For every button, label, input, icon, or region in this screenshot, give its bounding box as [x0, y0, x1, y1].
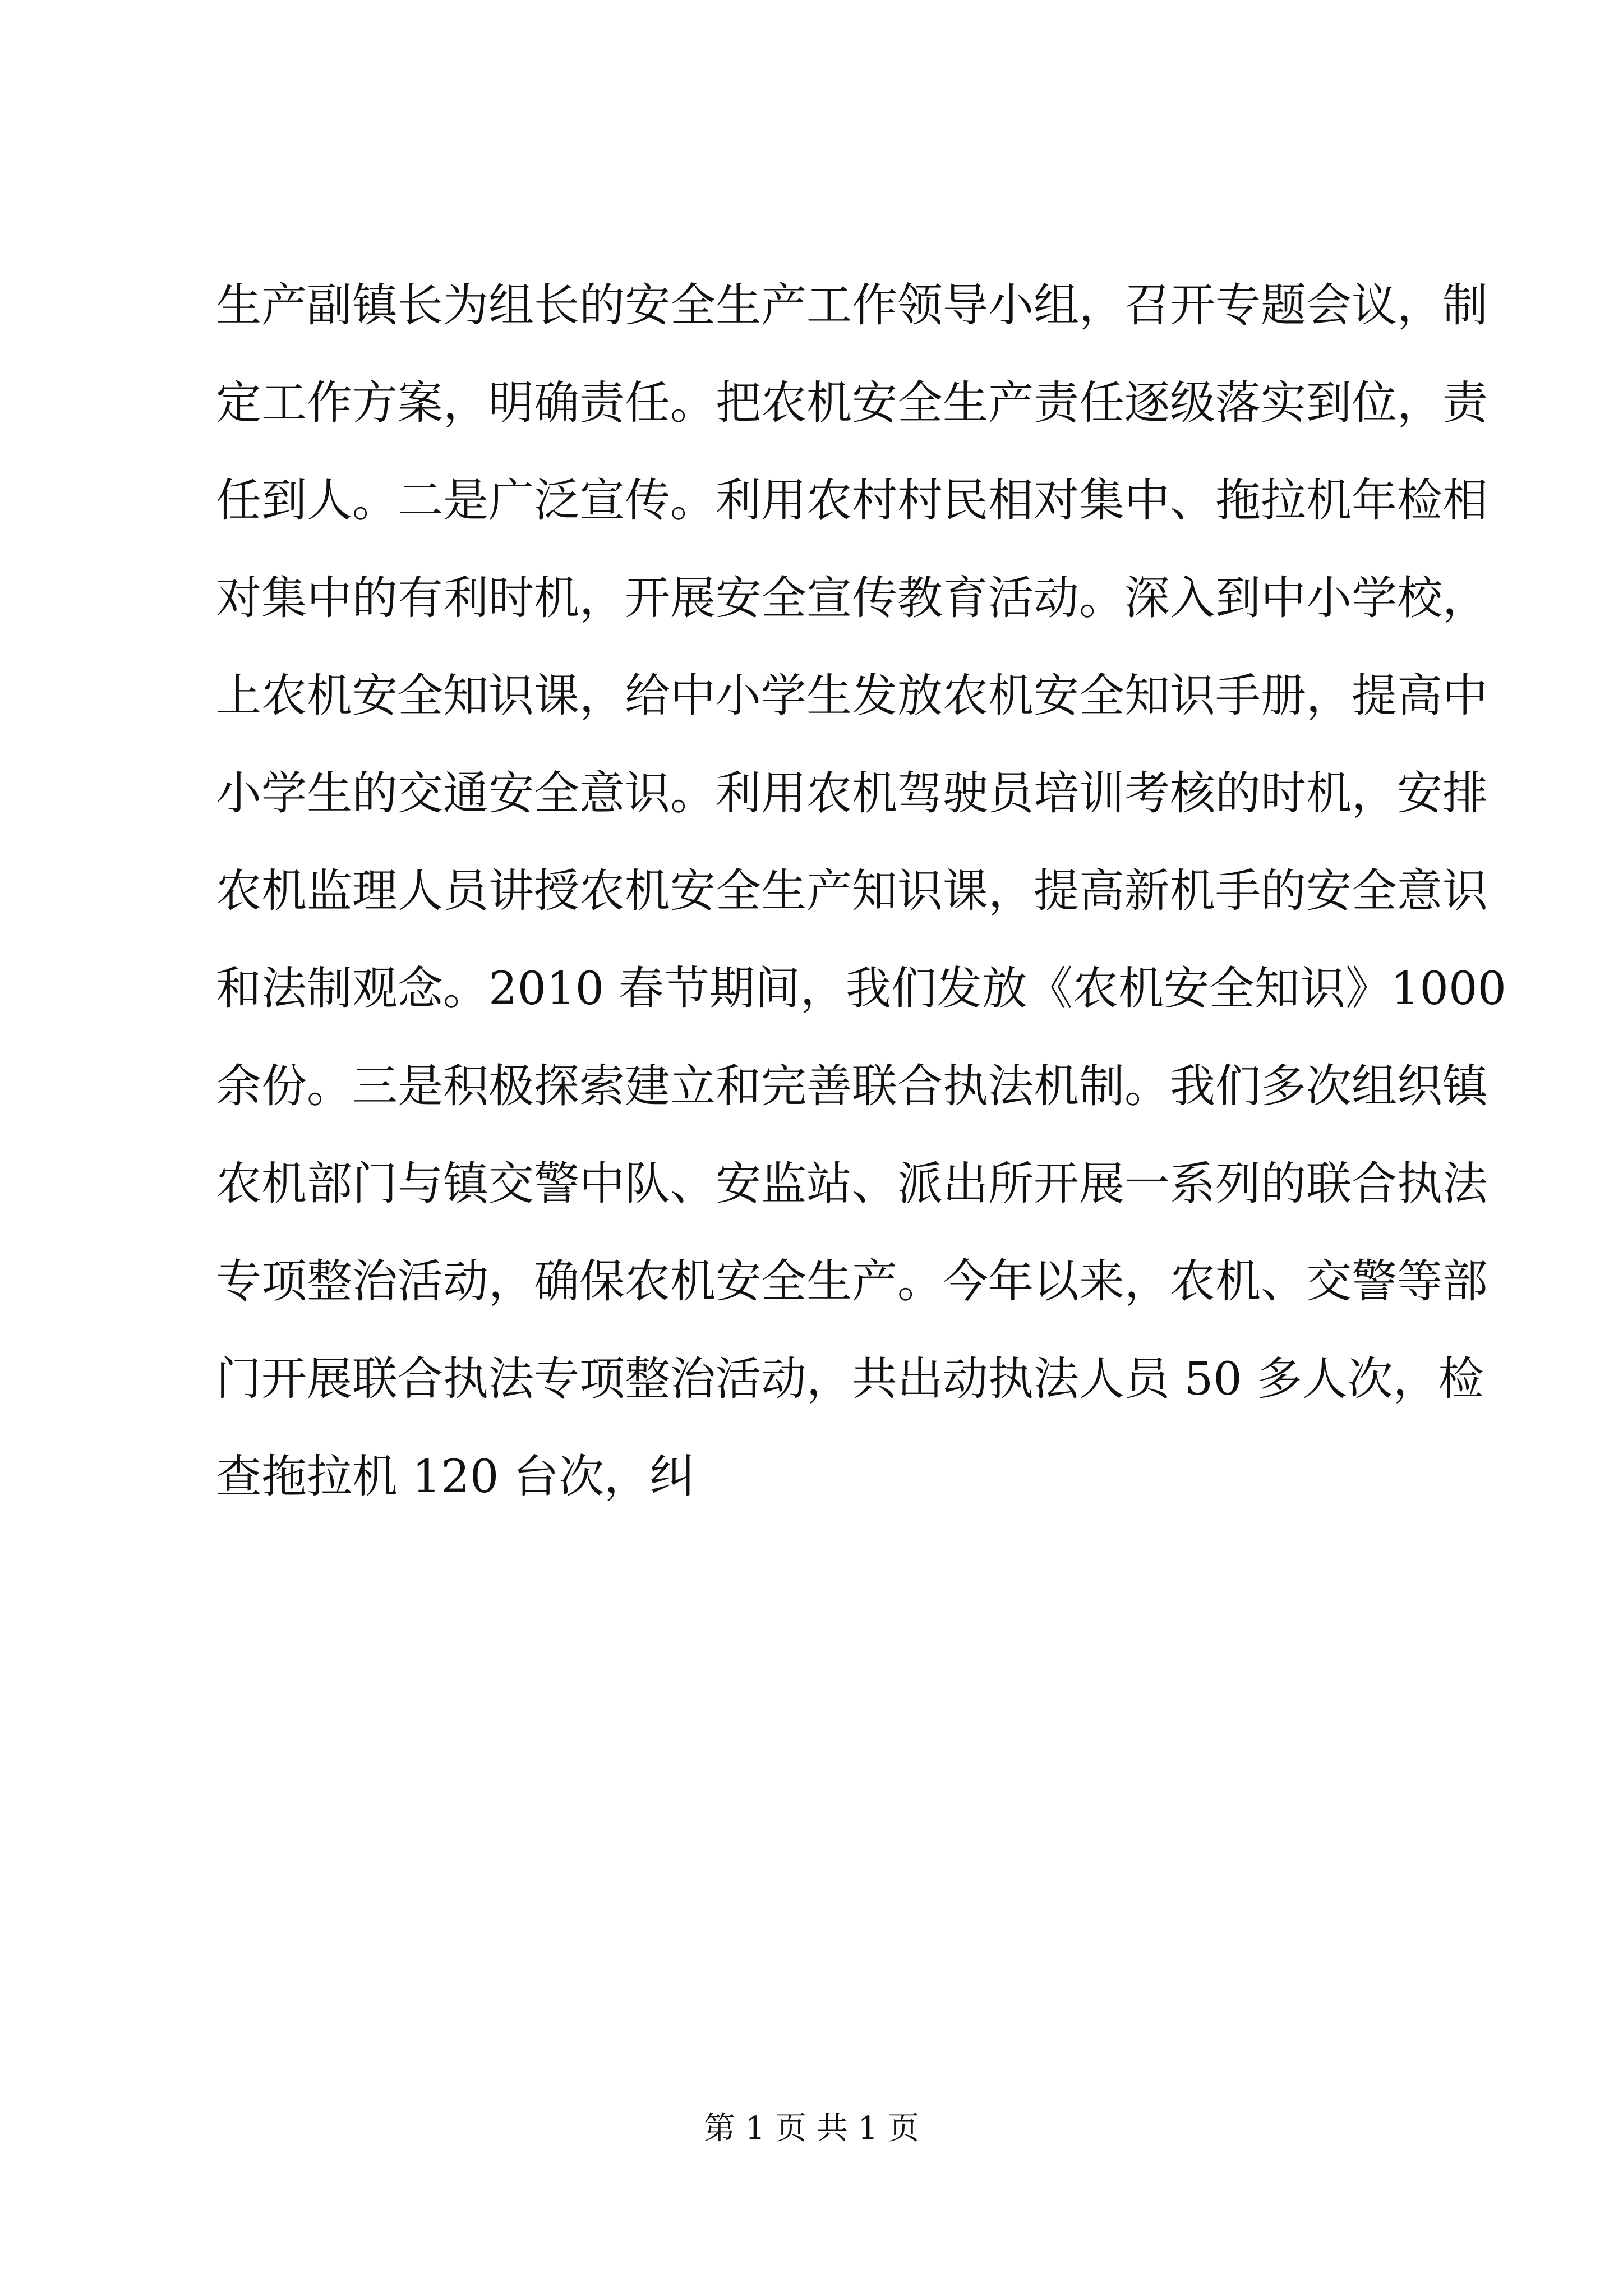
text-line: 对集中的有利时机，开展安全宣传教育活动。深入到中小学校，: [216, 572, 1488, 625]
text-line: 和法制观念。2010 春节期间，我们发放《农机安全知识》1000: [216, 963, 1507, 1015]
text-line: 小学生的交通安全意识。利用农机驾驶员培训考核的时机，安排: [216, 767, 1488, 820]
text-line: 任到人。二是广泛宣传。利用农村村民相对集中、拖拉机年检相: [216, 475, 1488, 527]
text-line: 农机监理人员讲授农机安全生产知识课，提高新机手的安全意识: [216, 865, 1488, 918]
page-number-footer: 第 1 页 共 1 页: [703, 2110, 920, 2147]
text-line: 生产副镇长为组长的安全生产工作领导小组，召开专题会议，制: [216, 279, 1488, 332]
text-line: 余份。三是积极探索建立和完善联合执法机制。我们多次组织镇: [216, 1060, 1488, 1113]
text-line: 农机部门与镇交警中队、安监站、派出所开展一系列的联合执法: [216, 1158, 1488, 1211]
text-line: 专项整治活动，确保农机安全生产。今年以来，农机、交警等部: [216, 1255, 1488, 1308]
text-line: 查拖拉机 120 台次，纠: [216, 1451, 695, 1503]
text-line: 门开展联合执法专项整治活动，共出动执法人员 50 多人次，检: [216, 1353, 1484, 1406]
text-line: 上农机安全知识课，给中小学生发放农机安全知识手册，提高中: [216, 670, 1488, 723]
text-line: 定工作方案，明确责任。把农机安全生产责任逐级落实到位，责: [216, 377, 1488, 430]
